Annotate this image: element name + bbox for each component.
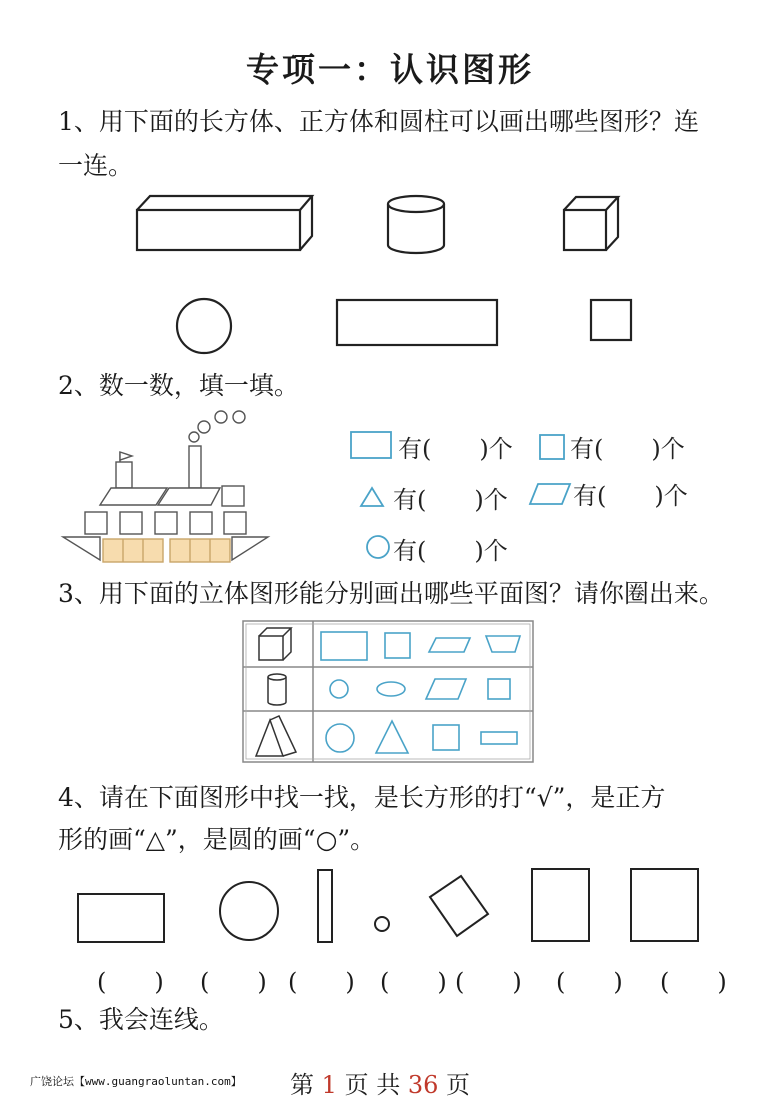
option-square-icon[interactable] <box>488 679 510 699</box>
answer-slot[interactable]: ( ) <box>660 968 727 996</box>
square-shape <box>591 300 631 340</box>
option-square-icon[interactable] <box>385 633 410 658</box>
parallelogram-count-blank[interactable]: 有( )个 <box>573 482 688 510</box>
option-square-icon[interactable] <box>433 725 459 750</box>
footer-site-link[interactable]: 广饶论坛【www.guangraoluntan.com】 <box>30 1075 242 1088</box>
page-number: 1 <box>321 1071 337 1099</box>
option-circle-icon[interactable] <box>330 680 348 698</box>
answer-slot[interactable]: ( ) <box>200 968 267 996</box>
option-trapezoid-icon[interactable] <box>486 636 520 652</box>
option-triangle-icon[interactable] <box>376 721 408 753</box>
legend-rectangle-icon <box>351 432 391 458</box>
question-5: 5、我会连线。 <box>58 1005 224 1034</box>
q4-rectangle-shape <box>78 894 164 942</box>
rectangle-count-blank[interactable]: 有( )个 <box>398 435 513 463</box>
page-mid: 页 共 <box>344 1071 401 1099</box>
legend-triangle-icon <box>361 488 383 506</box>
cylinder-figure <box>388 196 444 253</box>
triangle-count-blank[interactable]: 有( )个 <box>393 486 508 514</box>
option-parallelogram-icon[interactable] <box>429 638 470 652</box>
q4-circle-shape <box>220 882 278 940</box>
table-cube-icon <box>259 628 291 660</box>
answer-slot[interactable]: ( ) <box>380 968 447 996</box>
cube-figure <box>564 197 618 250</box>
q4-square-shape <box>631 869 698 941</box>
circle-count-blank[interactable]: 有( )个 <box>393 537 508 565</box>
page-suffix: 页 <box>446 1071 471 1099</box>
question-4-line2: 形的画“△”，是圆的画“○”。 <box>58 825 376 854</box>
question-2: 2、数一数，填一填。 <box>58 371 299 400</box>
boat-figure <box>63 411 268 562</box>
square-count-blank[interactable]: 有( )个 <box>570 435 685 463</box>
option-rectangle-icon[interactable] <box>321 632 367 660</box>
page-title: 专项一：认识图形 <box>246 50 534 89</box>
circle-shape <box>177 299 231 353</box>
question-4-line1: 4、请在下面图形中找一找，是长方形的打“√”，是正方 <box>58 783 666 812</box>
q4-tall-rectangle-shape <box>532 869 589 941</box>
q4-tilted-square-shape <box>430 876 488 936</box>
question-1-line2: 一连。 <box>58 151 134 180</box>
question-3: 3、用下面的立体图形能分别画出哪些平面图？请你圈出来。 <box>58 579 724 608</box>
q4-small-circle-shape <box>375 917 389 931</box>
table-cylinder-icon <box>268 674 286 705</box>
rectangle-shape <box>337 300 497 345</box>
option-circle-icon[interactable] <box>326 724 354 752</box>
question-1-line1: 1、用下面的长方体、正方体和圆柱可以画出哪些图形？连 <box>58 107 699 136</box>
answer-slot[interactable]: ( ) <box>556 968 623 996</box>
page-prefix: 第 <box>290 1071 314 1099</box>
option-oval-icon[interactable] <box>377 682 405 696</box>
legend-parallelogram-icon <box>530 484 570 504</box>
table-prism-icon <box>256 716 296 756</box>
legend-circle-icon <box>367 536 389 558</box>
option-long-rectangle-icon[interactable] <box>481 732 517 744</box>
page-total: 36 <box>407 1071 439 1099</box>
page-indicator <box>290 1065 470 1100</box>
question-4 <box>58 778 758 860</box>
answer-slot[interactable]: ( ) <box>288 968 355 996</box>
answer-slot[interactable]: ( ) <box>455 968 522 996</box>
legend-square-icon <box>540 435 564 459</box>
answer-slot[interactable]: ( ) <box>97 968 164 996</box>
cuboid-figure <box>137 196 312 250</box>
option-parallelogram-icon[interactable] <box>426 679 466 699</box>
q4-thin-rectangle-shape <box>318 870 332 942</box>
